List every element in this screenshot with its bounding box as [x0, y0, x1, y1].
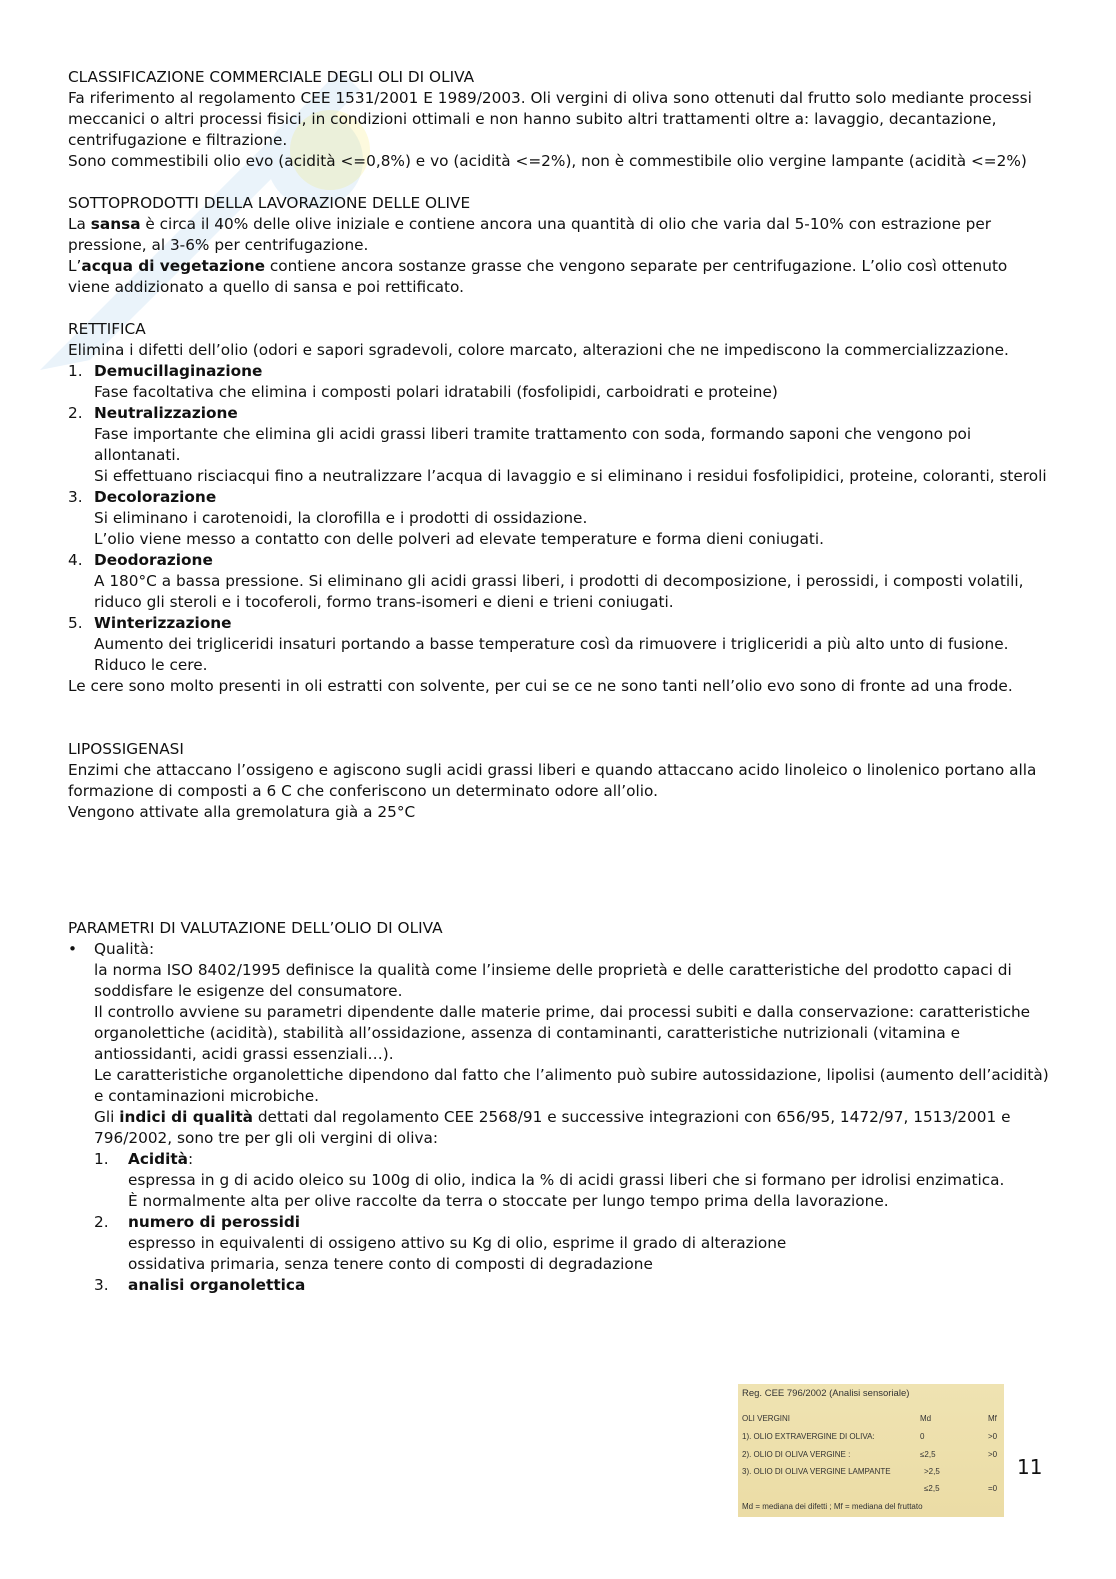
- table-cell: 0: [920, 1432, 925, 1441]
- list-item: [68, 403, 1053, 487]
- paragraph: Enzimi che attaccano l’ossigeno e agiscono sugli acidi grassi liberi e quando attaccano acido linoleico o linolenico portano alla formazione di composti a 6 C che conferiscono un determinato odore all’olio.: [68, 761, 1037, 800]
- paragraph: Sono commestibili olio evo (acidità <=0,8%) e vo (acidità <=2%), non è commestibile olio vergine lampante (acidità <=2%): [68, 152, 1027, 170]
- list-number: 1.: [94, 1150, 109, 1168]
- paragraph: la norma ISO 8402/1995 definisce la qualità come l’insieme delle proprietà e delle caratteristiche del prodotto capaci di soddisfare le esigenze del consumatore.: [94, 961, 1012, 1000]
- text: dettati dal regolamento CEE 2568/91 e successive integrazioni con 656/95, 1472/97, 1513/2001 e 796/2002, sono tre per gli oli vergini di oliva:: [94, 1108, 1011, 1147]
- list-item: [68, 1212, 1053, 1275]
- section-title-parametri: PARAMETRI DI VALUTAZIONE DELL’OLIO DI OLIVA: [68, 919, 443, 937]
- paragraph: Elimina i difetti dell’olio (odori e sapori sgradevoli, colore marcato, alterazioni che ne impediscono la commercializzazione.: [68, 341, 1009, 359]
- text: è circa il 40% delle olive iniziale e contiene ancora una quantità di olio che varia dal 5-10% con estrazione per pressione, al 3-6% per centrifugazione.: [68, 215, 992, 254]
- step-text: Si eliminano i carotenoidi, la clorofilla e i prodotti di ossidazione.: [94, 509, 588, 527]
- list-number: 3.: [68, 488, 83, 506]
- index-title: numero di perossidi: [128, 1213, 301, 1231]
- step-title: Decolorazione: [94, 488, 217, 506]
- step-text: A 180°C a bassa pressione. Si eliminano gli acidi grassi liberi, i prodotti di decomposizione, i perossidi, i composti volatili, riduco gli steroli e i tocoferoli, formo trans-isomeri e dieni e trieni coniugati.: [94, 572, 1024, 611]
- step-text: Fase importante che elimina gli acidi grassi liberi tramite trattamento con soda, formando saponi che vengono poi allontanati.: [94, 425, 972, 464]
- step-title: Neutralizzazione: [94, 404, 238, 422]
- section-title-rettifica: RETTIFICA: [68, 320, 146, 338]
- text: :: [187, 1150, 194, 1168]
- step-text: Aumento dei trigliceridi insaturi portando a basse temperature così da rimuovere i trigliceridi a più alto unto di fusione. Riduco le cere.: [94, 635, 1009, 674]
- section-title-classificazione: CLASSIFICAZIONE COMMERCIALE DEGLI OLI DI OLIVA: [68, 68, 475, 86]
- document-body: [68, 67, 1053, 1296]
- step-title: Deodorazione: [94, 551, 213, 569]
- step-title: Winterizzazione: [94, 614, 232, 632]
- table-row: [742, 1467, 1000, 1478]
- list-number: 2.: [94, 1213, 109, 1231]
- index-title: analisi organolettica: [128, 1276, 306, 1294]
- table-cell: ≤2,5: [920, 1450, 936, 1459]
- list-item: [68, 487, 1053, 550]
- table-cell: 1). OLIO EXTRAVERGINE DI OLIVA:: [742, 1432, 875, 1441]
- table-header-row: [742, 1414, 1000, 1425]
- table-header: Md: [920, 1414, 932, 1423]
- index-text: È normalmente alta per olive raccolte da terra o stoccate per lungo tempo prima della lavorazione.: [128, 1192, 889, 1210]
- bold-term: indici di qualità: [119, 1108, 253, 1126]
- table-row: [742, 1450, 1000, 1461]
- step-text: L’olio viene messo a contatto con delle polveri ad elevate temperature e forma dieni coniugati.: [94, 530, 825, 548]
- paragraph: Le cere sono molto presenti in oli estratti con solvente, per cui se ce ne sono tanti nell’olio evo sono di fronte ad una frode.: [68, 677, 1013, 695]
- paragraph: [68, 256, 1053, 298]
- table-cell: =0: [988, 1484, 998, 1493]
- paragraph: [68, 214, 1053, 256]
- table-cell: >0: [988, 1432, 998, 1441]
- table-cell: ≤2,5: [924, 1484, 940, 1493]
- bold-term: sansa: [90, 215, 141, 233]
- list-number: 1.: [68, 362, 83, 380]
- paragraph: Fa riferimento al regolamento CEE 1531/2001 E 1989/2003. Oli vergini di oliva sono ottenuti dal frutto solo mediante processi meccanici o altri processi fisici, in condizioni ottimali e non hanno subito altri trattamenti oltre a: lavaggio, decantazione, centrifugazione e filtrazione.: [68, 89, 1032, 149]
- paragraph: Vengono attivate alla gremolatura già a 25°C: [68, 803, 416, 821]
- text: Gli: [94, 1108, 120, 1126]
- index-text: espresso in equivalenti di ossigeno attivo su Kg di olio, esprime il grado di alterazione ossidativa primaria, senza tenere conto di composti di degradazione: [128, 1234, 787, 1273]
- table-header: OLI VERGINI: [742, 1414, 791, 1423]
- section-title-lipossigenasi: LIPOSSIGENASI: [68, 740, 184, 758]
- index-title: Acidità: [128, 1150, 188, 1168]
- indici-list: [68, 1149, 1053, 1296]
- index-text: espressa in g di acido oleico su 100g di olio, indica la % di acidi grassi liberi che si formano per idrolisi enzimatica.: [128, 1171, 1005, 1189]
- list-number: 2.: [68, 404, 83, 422]
- table-footnote: Md = mediana dei difetti ; Mf = mediana del fruttato: [742, 1502, 923, 1511]
- text: La: [68, 215, 91, 233]
- list-item: [68, 361, 1053, 403]
- table-cell: 3). OLIO DI OLIVA VERGINE LAMPANTE: [742, 1467, 891, 1476]
- table-title: Reg. CEE 796/2002 (Analisi sensoriale): [742, 1388, 910, 1399]
- rettifica-steps: [68, 361, 1053, 676]
- table-cell: >2,5: [924, 1467, 940, 1476]
- table-row: [742, 1484, 1000, 1495]
- paragraph: Le caratteristiche organolettiche dipendono dal fatto che l’alimento può subire autossidazione, lipolisi (aumento dell’acidità) e contaminazioni microbiche.: [94, 1066, 1049, 1105]
- table-header: Mf: [988, 1414, 997, 1423]
- list-number: 3.: [94, 1276, 109, 1294]
- list-item: [68, 613, 1053, 676]
- text: L’: [68, 257, 82, 275]
- list-item: [68, 1149, 1053, 1212]
- table-row: [742, 1432, 1000, 1443]
- table-cell: >0: [988, 1450, 998, 1459]
- list-item: [68, 1275, 1053, 1296]
- step-text: Fase facoltativa che elimina i composti polari idratabili (fosfolipidi, carboidrati e proteine): [94, 383, 778, 401]
- item-label: Qualità:: [94, 940, 155, 958]
- table-cell: 2). OLIO DI OLIVA VERGINE :: [742, 1450, 851, 1459]
- bold-term: acqua di vegetazione: [81, 257, 266, 275]
- paragraph: Il controllo avviene su parametri dipendente dalle materie prime, dai processi subiti e dalla conservazione: caratteristiche organolettiche (acidità), stabilità all’ossidazione, assenza di contaminanti, caratteristiche nutrizionali (vitamina e antiossidanti, acidi grassi essenziali…).: [94, 1003, 1031, 1063]
- parametri-list: [68, 939, 1053, 1149]
- section-title-sottoprodotti: SOTTOPRODOTTI DELLA LAVORAZIONE DELLE OLIVE: [68, 194, 471, 212]
- list-item: [68, 939, 1053, 1149]
- text: contiene ancora sostanze grasse che vengono separate per centrifugazione. L’olio così ottenuto viene addizionato a quello di sansa e poi rettificato.: [68, 257, 1008, 296]
- paragraph: [94, 1107, 1053, 1149]
- page-number: 11: [1017, 1455, 1043, 1479]
- step-text: Si effettuano risciacqui fino a neutralizzare l’acqua di lavaggio e si eliminano i residui fosfolipidici, proteine, coloranti, steroli: [94, 467, 1047, 485]
- list-item: [68, 550, 1053, 613]
- sensory-analysis-table: [738, 1384, 1004, 1517]
- list-number: 4.: [68, 551, 83, 569]
- step-title: Demucillaginazione: [94, 362, 263, 380]
- list-number: 5.: [68, 614, 83, 632]
- bullet-icon: •: [68, 940, 78, 958]
